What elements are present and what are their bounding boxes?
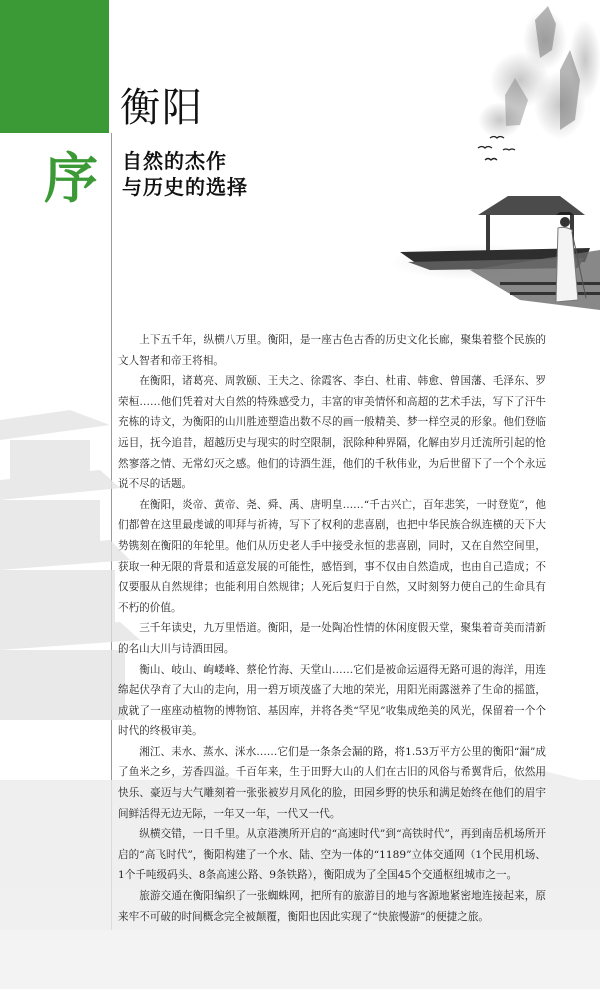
subtitle-line-1: 自然的杰作 xyxy=(122,149,227,173)
paragraph: 上下五千年，纵横八万里。衡阳，是一座古色古香的历史文化长廊，聚集着整个民族的文人智者和帝王将相。 xyxy=(118,334,546,367)
page-title: 衡阳 xyxy=(120,85,204,131)
body-text xyxy=(118,330,546,927)
subtitle-line-2: 与历史的选择 xyxy=(122,175,248,199)
paragraph: 旅游交通在衡阳编织了一张蜘蛛网，把所有的旅游目的地与客源地紧密地连接起来，原来牢不可破的时间概念完全被颠覆，衡阳也因此实现了“快旅慢游”的便捷之旅。 xyxy=(118,890,546,923)
paragraph: 三千年读史，九万里悟道。衡阳，是一处陶冶性情的休闲度假天堂，聚集着奇美而清新的名山大川与诗酒田园。 xyxy=(118,622,546,655)
paragraph: 湘江、耒水、蒸水、洣水……它们是一条条会漏的路，将1.53万平方公里的衡阳“漏”成了鱼米之乡，芳香四溢。千百年来，生于田野大山的人们在古旧的风俗与希翼背后，依然用快乐、豪迈与大气雕刻着一张张被岁月风化的脸，田园乡野的快乐和满足始终在他们的眉宇间鲜活得无边无际，一年又一年，一代又一代。 xyxy=(118,745,546,820)
mountain-peaks xyxy=(478,6,600,139)
flying-birds xyxy=(478,137,515,161)
paragraph: 在衡阳，炎帝、黄帝、尧、舜、禹、唐明皇……“千古兴亡，百年悲笑，一时登览”，他们都曾在这里最虔诚的叩拜与祈祷，写下了权利的悲喜剧，也把中华民族合纵连横的天下大势镌刻在衡阳的年轮里。他们从历史老人手中接受永恒的悲喜剧，同时，又在自然空间里，获取一种无限的背景和适意发展的可能性，感悟到，事不仅由自然造成，也由自己造成；不仅要服从自然规律；也能利用自然规律；人死后复归于自然，又时刻努力使自己的生命具有不朽的价值。 xyxy=(118,498,546,614)
paragraph: 衡山、岐山、岣嵝峰、蔡伦竹海、天堂山……它们是被命运逼得无路可退的海洋，用连绵起伏孕育了大山的走向，用一碧万顷茂盛了大地的荣光，用阳光雨露滋养了生命的摇篮，成就了一座座动植物的博物馆、基因库，并将各类“罕见”收集成绝美的风光，保留着一个个时代的终极审美。 xyxy=(118,663,546,738)
paragraph: 在衡阳，诸葛亮、周敦颐、王夫之、徐霞客、李白、杜甫、韩愈、曾国藩、毛泽东、罗荣桓……他们凭着对大自然的特殊感受力，丰富的审美情怀和高超的艺术手法，写下了汗牛充栋的诗文，为衡阳的山川胜迹塑造出数不尽的画一般精美、梦一样空灵的形象。他们登临远目，抚今追昔，超越历史与现实的时空限制，泯除种种界隔，化解由岁月迁流所引起的怆然寥落之情、无常幻灭之感。他们的诗酒生涯，他们的千秋伟业，为后世留下了一个个永远说不尽的话题。 xyxy=(118,375,546,491)
paragraph: 纵横交错，一日千里。从京港澳所开启的“高速时代”到“高铁时代”，再到南岳机场所开启的“高飞时代”，衡阳构建了一个水、陆、空为一体的“1189”立体交通网（1个民用机场、1个千吨级码头、8条高速公路、9条铁路），衡阳成为了全国45个交通枢纽城市之一。 xyxy=(118,828,546,882)
preface-label: 序 xyxy=(44,146,98,210)
